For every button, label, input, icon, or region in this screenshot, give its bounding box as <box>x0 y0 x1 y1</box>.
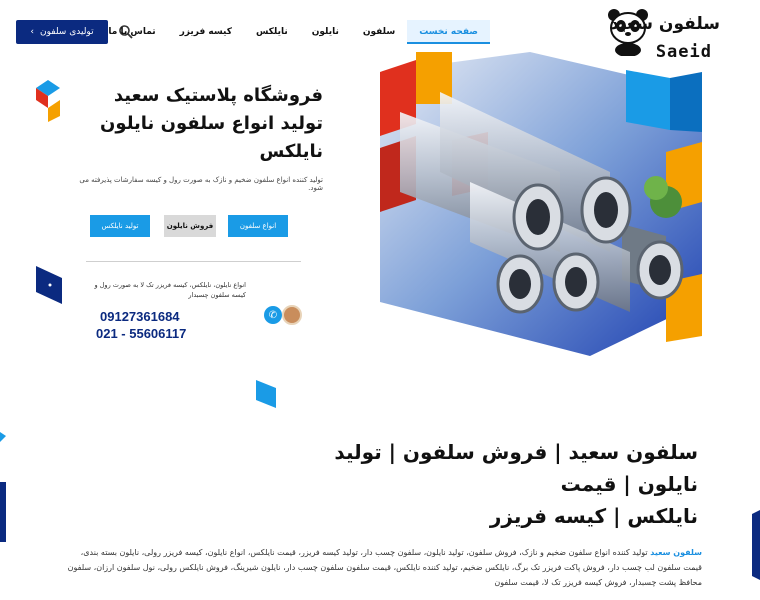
brand-link[interactable]: سلفون سعید <box>650 548 702 557</box>
hero-description: انواع نایلون، نایلکس، کیسه فریزر تک لا به صورت رول و کیسه سلفون چسبدار <box>94 281 246 299</box>
hero-title-line: نایلکس <box>259 141 323 162</box>
logo-text-en: Saeid <box>655 42 712 62</box>
cta-label: تولیدی سلفون <box>40 27 94 37</box>
paragraph-text: تولید کننده انواع سلفون ضخیم و نازک، فروش سلفون، تولید نایلون، سلفون چسب دار، تولید کیسه فریزر، قیمت نایلکس، انواع نایلون، کیسه فریزر رولی، نایلون بسته بندی، قیمت سلفون لب چسب دار، فروش پاکت فریزر تک برگ، نایلکس ضخیم، تولید کننده نایلکس، قیمت سلفون سلفون چسب دار، نایلون شیرینگ، فروش نایلکس رولی، نول سلفون ارزان، سلفون محافظ پشت چسبدار، فروش کیسه فریزر تک لا، قیمت سلفون <box>67 548 702 587</box>
production-button[interactable]: تولید نایلکس <box>90 215 150 237</box>
decorative-cube-icon <box>34 78 62 124</box>
section-title-line: نایلکس | کیسه فریزر <box>489 504 698 528</box>
nav-item-cellophane[interactable]: سلفون <box>362 27 396 37</box>
decorative-shape-icon <box>256 380 278 408</box>
decorative-shape-icon <box>750 510 760 580</box>
nav-item-home[interactable]: صفحه نخست <box>407 20 490 44</box>
section-title-line: سلفون سعید | فروش سلفون | تولید نایلون | قیمت <box>334 440 698 496</box>
section-title <box>300 436 698 532</box>
nav-item-nylon[interactable]: نایلون <box>311 27 339 37</box>
hero-title-line: فروشگاه پلاستیک سعید <box>113 85 323 106</box>
phone-mobile[interactable]: 09127361684 <box>100 309 180 324</box>
nav-item-contact[interactable]: تماس با ما <box>108 27 156 37</box>
decorative-shape-icon <box>36 266 62 304</box>
chevron-left-icon: ‹ <box>30 27 35 37</box>
hero-title-line: تولید انواع سلفون نایلون <box>100 113 323 134</box>
hero-subtitle: تولید کننده انواع سلفون ضخیم و نازک به صورت رول و کیسه سفارشات پذیرفته می شود. <box>79 176 323 192</box>
decorative-shape-icon <box>0 432 10 542</box>
nav-item-nylex[interactable]: نایلکس <box>255 27 288 37</box>
cta-button[interactable] <box>16 20 108 44</box>
nav-item-freezer-bag[interactable]: کیسه فریزر <box>179 27 232 37</box>
types-button[interactable]: انواع سلفون <box>228 215 288 237</box>
hero-image <box>380 52 702 356</box>
hero-title <box>95 82 323 166</box>
sale-button[interactable]: فروش نایلون <box>164 215 216 237</box>
phone-landline[interactable]: 021 - 55606117 <box>96 326 187 341</box>
logo-text-fa: سلفون سعید <box>609 14 720 34</box>
avatar <box>282 305 302 325</box>
phone-icon[interactable]: ✆ <box>264 306 282 324</box>
main-nav <box>108 20 490 44</box>
section-paragraph <box>60 545 702 590</box>
divider <box>86 261 301 262</box>
